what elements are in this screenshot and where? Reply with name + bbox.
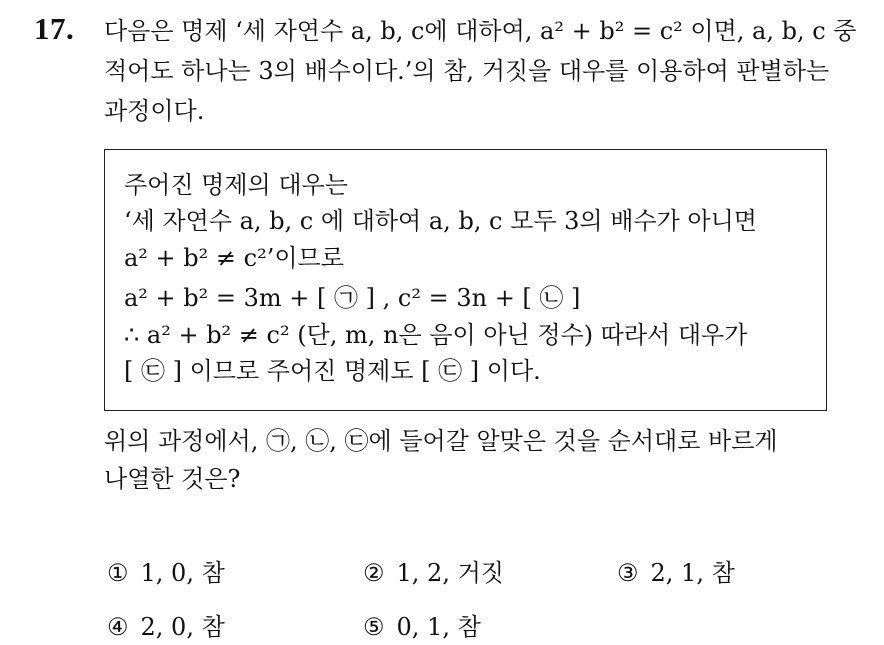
choice-text: 0, 1, 참 bbox=[396, 613, 481, 641]
question-stem-line: 적어도 하나는 3의 배수이다.’의 참, 거짓을 대우를 이용하여 판별하는 bbox=[104, 57, 830, 85]
choice-text: 2, 0, 참 bbox=[140, 613, 225, 641]
question-prompt-line: 위의 과정에서, ㉠, ㉡, ㉢에 들어갈 알맞은 것을 순서대로 바르게 bbox=[104, 427, 778, 455]
choice-3[interactable] bbox=[617, 555, 735, 591]
choice-marker: ⑤ bbox=[363, 613, 385, 641]
choice-5[interactable] bbox=[363, 609, 481, 645]
question-prompt-line: 나열한 것은? bbox=[104, 465, 241, 493]
choice-text: 1, 0, 참 bbox=[140, 559, 225, 587]
proof-line: a² + b² = 3m + [ ㉠ ] , c² = 3n + [ ㉡ ] bbox=[124, 284, 581, 312]
choice-marker: ④ bbox=[107, 613, 129, 641]
question-number: 17. bbox=[34, 11, 75, 46]
choice-1[interactable] bbox=[107, 555, 225, 591]
question-stem-line: 다음은 명제 ‘세 자연수 a, b, c에 대하여, a² + b² = c² 이면, a, b, c 중 bbox=[104, 17, 857, 45]
choice-2[interactable] bbox=[363, 555, 504, 591]
choice-text: 1, 2, 거짓 bbox=[396, 559, 504, 587]
choice-text: 2, 1, 참 bbox=[650, 559, 735, 587]
choice-marker: ② bbox=[363, 559, 385, 587]
question-stem-line: 과정이다. bbox=[104, 97, 205, 125]
choice-marker: ① bbox=[107, 559, 129, 587]
proof-line: ∴ a² + b² ≠ c² (단, m, n은 음이 아닌 정수) 따라서 대우가 bbox=[124, 321, 748, 349]
choice-4[interactable] bbox=[107, 609, 225, 645]
proof-line: [ ㉢ ] 이므로 주어진 명제도 [ ㉢ ] 이다. bbox=[124, 357, 541, 385]
proof-line: a² + b² ≠ c²’이므로 bbox=[124, 244, 344, 272]
choice-marker: ③ bbox=[617, 559, 639, 587]
proof-box bbox=[104, 149, 827, 411]
proof-line: ‘세 자연수 a, b, c 에 대하여 a, b, c 모두 3의 배수가 아니면 bbox=[124, 207, 757, 235]
proof-line: 주어진 명제의 대우는 bbox=[124, 171, 348, 199]
